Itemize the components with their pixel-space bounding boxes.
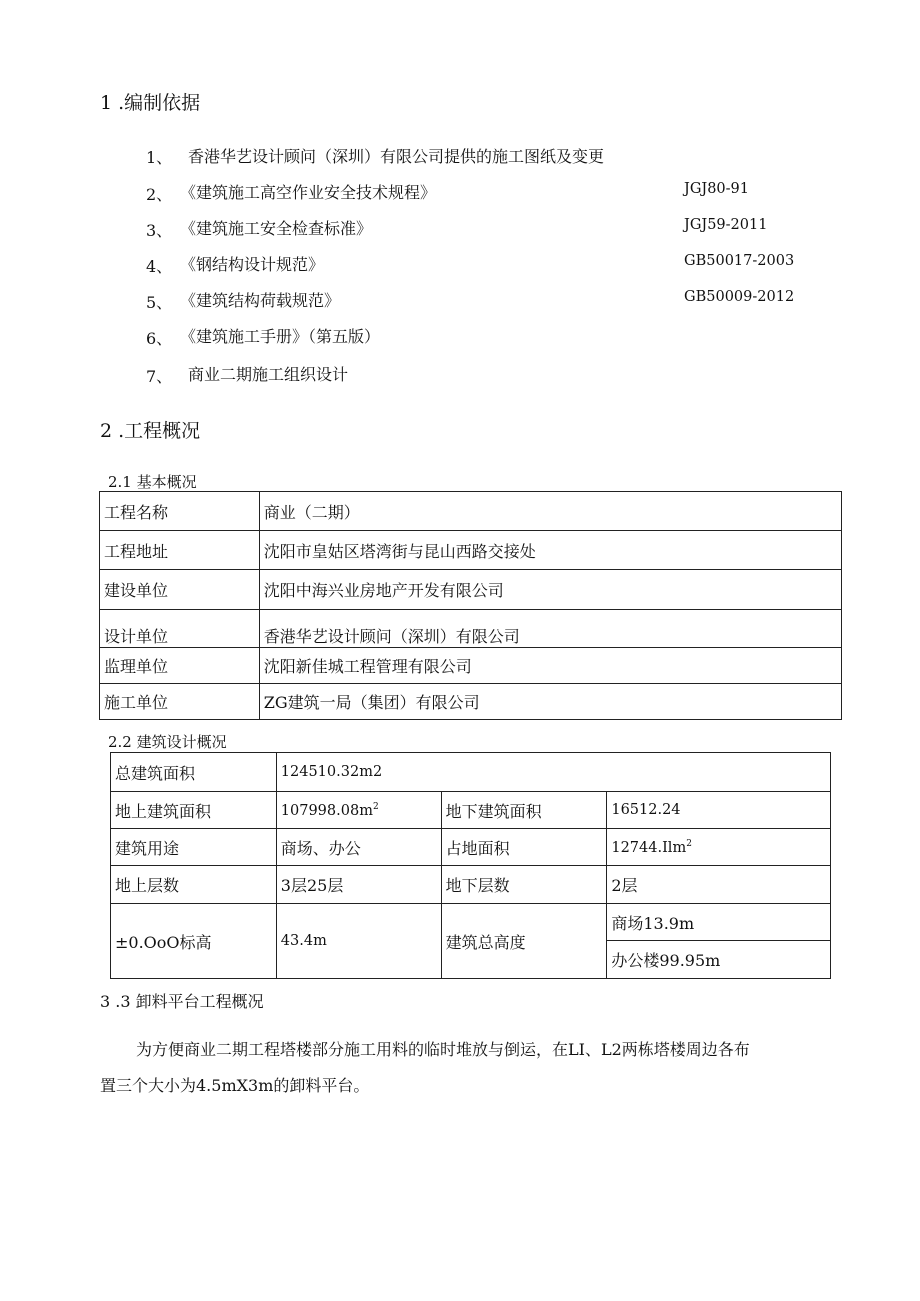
table-label: 设计单位 xyxy=(100,610,260,648)
list-item-number: 4、 xyxy=(146,257,173,276)
list-item-text: 《钢结构设计规范》 xyxy=(180,255,325,274)
table-row xyxy=(111,829,831,866)
table-label: 占地面积 xyxy=(441,829,607,866)
table-row xyxy=(111,866,831,904)
table-value: 12744.Ilm$^2$ xyxy=(607,829,831,866)
table-value: 商场、办公 xyxy=(276,829,441,866)
list-item-text: 《建筑施工高空作业安全技术规程》 xyxy=(180,183,437,202)
table-label: 施工单位 xyxy=(100,684,260,720)
paragraph-line: 置三个大小为4.5mX3m的卸料平台。 xyxy=(100,1076,370,1095)
table-label: 建筑用途 xyxy=(111,829,277,866)
table-label: 地下建筑面积 xyxy=(441,792,607,829)
list-item-code: JGJ80-91 xyxy=(684,181,750,197)
list-item-code: GB50009-2012 xyxy=(684,289,795,305)
table-row xyxy=(100,531,842,570)
list-item-number: 7、 xyxy=(146,367,173,386)
list-item-text: 商业二期施工组织设计 xyxy=(188,365,349,384)
list-item-number: 6、 xyxy=(146,329,173,348)
table-row xyxy=(100,492,842,531)
table-label: 地下层数 xyxy=(441,866,607,904)
table-label: 建设单位 xyxy=(100,570,260,610)
table-label: 地上建筑面积 xyxy=(111,792,277,829)
basic-info-table xyxy=(99,491,842,720)
list-item-text: 香港华艺设计顾问（深圳）有限公司提供的施工图纸及变更 xyxy=(188,147,605,166)
table-value: 沈阳新佳城工程管理有限公司 xyxy=(259,648,841,684)
table-value: 商场13.9m xyxy=(607,904,831,941)
list-item-code: GB50017-2003 xyxy=(684,253,795,269)
table-value: 124510.32m2 xyxy=(276,753,830,792)
table-value: 3层25层 xyxy=(276,866,441,904)
building-design-table xyxy=(110,752,831,979)
table-row xyxy=(111,792,831,829)
section-heading-1: 1 .编制依据 xyxy=(100,92,201,114)
table-value: $107998.08m^2$ xyxy=(276,792,441,829)
table-value: 沈阳中海兴业房地产开发有限公司 xyxy=(259,570,841,610)
subsection-title-2-1: 2.1 基本概况 xyxy=(108,473,197,491)
table-value: 办公楼99.95m xyxy=(607,941,831,979)
list-item-number: 1、 xyxy=(146,148,173,167)
list-item-text: 《建筑施工安全检查标准》 xyxy=(180,219,373,238)
table-row xyxy=(100,648,842,684)
table-label: 地上层数 xyxy=(111,866,277,904)
table-value: 商业（二期） xyxy=(259,492,841,531)
paragraph-line: 为方便商业二期工程塔楼部分施工用料的临时堆放与倒运，在LI、L2两栋塔楼周边各布 xyxy=(136,1040,750,1059)
table-label: 工程地址 xyxy=(100,531,260,570)
table-value: ZG建筑一局（集团）有限公司 xyxy=(259,684,841,720)
list-item-number: 5、 xyxy=(146,293,173,312)
table-row xyxy=(100,610,842,648)
table-row xyxy=(100,570,842,610)
table-value: 43.4m xyxy=(276,904,441,979)
table-value: 2层 xyxy=(607,866,831,904)
table-row xyxy=(100,684,842,720)
table-row xyxy=(111,904,831,941)
table-label: 监理单位 xyxy=(100,648,260,684)
subsection-title-2-2: 2.2 建筑设计概况 xyxy=(108,733,227,751)
table-value: 香港华艺设计顾问（深圳）有限公司 xyxy=(259,610,841,648)
list-item-text: 《建筑施工手册》（第五版） xyxy=(180,327,381,346)
section-heading-2: 2 .工程概况 xyxy=(100,420,201,442)
table-value: 16512.24 xyxy=(607,792,831,829)
section-heading-3: 3 .3 卸料平台工程概况 xyxy=(100,992,264,1011)
list-item-code: JGJ59-2011 xyxy=(684,217,768,233)
table-row xyxy=(111,753,831,792)
table-label: 总建筑面积 xyxy=(111,753,277,792)
list-item-number: 2、 xyxy=(146,185,173,204)
table-label: 建筑总高度 xyxy=(441,904,607,979)
table-label: ±0.OoO标高 xyxy=(111,904,277,979)
list-item-number: 3、 xyxy=(146,221,173,240)
table-label: 工程名称 xyxy=(100,492,260,531)
list-item-text: 《建筑结构荷载规范》 xyxy=(180,291,341,310)
table-value: 沈阳市皇姑区塔湾街与昆山西路交接处 xyxy=(259,531,841,570)
